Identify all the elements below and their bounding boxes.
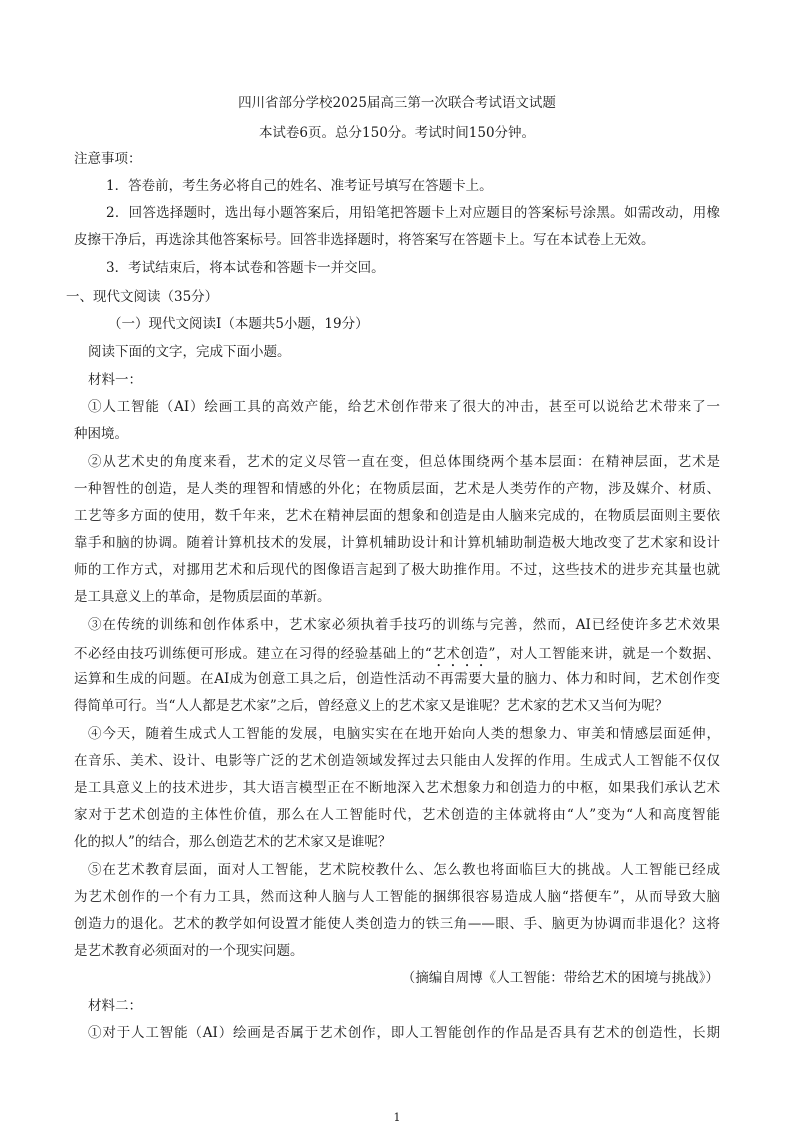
paragraph-line: ①对于人工智能（AI）绘画是否属于艺术创作，即人工智能创作的作品是否具有艺术的创造性，长期	[88, 1025, 720, 1041]
paragraph-line: 家对于艺术创造的主体性价值，那么在人工智能时代，艺术创造的主体就将由“人”变为“人和高度智能	[74, 807, 720, 823]
paragraph-line: 在音乐、美术、设计、电影等广泛的艺术创造领域发挥过去只能由人发挥的作用。生成式人工智能不仅仅	[74, 753, 720, 769]
paragraph-line: 种困境。	[74, 426, 128, 442]
material2-label: 材料二：	[88, 998, 142, 1014]
paragraph-line: ①人工智能（AI）绘画工具的高效产能，给艺术创作带来了很大的冲击，甚至可以说给艺术带来了一	[88, 399, 720, 415]
paragraph-line	[74, 646, 720, 670]
paragraph-line: ④今天，随着生成式人工智能的发展，电脑实实在在地开始向人类的想象力、审美和情感层面延伸，	[88, 726, 720, 742]
paragraph-line: 靠手和脑的协调。随着计算机技术的发展，计算机辅助设计和计算机辅助制造极大地改变了艺术家和设计	[74, 535, 720, 551]
notice-item-2: 2．回答选择题时，选出每小题答案后，用铅笔把答题卡上对应题目的答案标号涂黑。如需改动，用橡	[106, 205, 720, 221]
notice-item-3: 3．考试结束后，将本试卷和答题卡一并交回。	[106, 260, 385, 276]
paragraph-line: 是工具意义上的技术进步，其大语言模型正在不断地深入艺术想象力和创造力的中枢，如果我们承认艺术	[74, 780, 720, 796]
paragraph-line: 为艺术创作的一个有力工具，然而这种人脑与人工智能的捆绑很容易造成人脑“搭便车”，从而导致大脑	[74, 889, 720, 905]
text-fragment: ”，对人工智能来讲，就是一个数据、	[488, 646, 721, 662]
paragraph-line: 化的拟人”的结合，那么创造艺术的艺术家又是谁呢？	[74, 834, 392, 850]
notice-item-2-cont: 皮擦干净后，再选涂其他答案标号。回答非选择题时，将答案写在答题卡上。写在本试卷上无效。	[74, 232, 655, 248]
page-number: 1	[393, 1111, 401, 1124]
paragraph-line: 运算和生成的问题。在AI成为创意工具之后，创造性活动不再需要大量的脑力、体力和时间，艺术创作变	[74, 671, 720, 687]
notice-heading: 注意事项：	[74, 151, 142, 167]
paragraph-line: 工艺等多方面的使用，数千年来，艺术在精神层面的想象和创造是由人脑来完成的，在物质层面则主要依	[74, 508, 720, 524]
exam-title: 四川省部分学校2025届高三第一次联合考试语文试题	[238, 95, 556, 111]
emphasized-term: 艺术创造	[431, 646, 489, 662]
paragraph-line: 是艺术教育必须面对的一个现实问题。	[74, 943, 304, 959]
paragraph-line: ⑤在艺术教育层面，面对人工智能，艺术院校教什么、怎么教也将面临巨大的挑战。人工智能已经成	[88, 862, 720, 878]
paragraph-line: 创造力的退化。艺术的教学如何设置才能使人类创造力的铁三角——眼、手、脑更为协调而非退化？这将	[74, 916, 720, 932]
notice-item-1: 1．答卷前，考生务必将自己的姓名、准考证号填写在答题卡上。	[106, 178, 493, 194]
paragraph-line: 是工具意义上的革命，是物质层面的革新。	[74, 589, 331, 605]
section-heading: 一、现代文阅读（35分）	[66, 289, 219, 305]
paragraph-line: ②从艺术史的角度来看，艺术的定义尽管一直在变，但总体围绕两个基本层面：在精神层面，艺术是	[88, 454, 720, 470]
reading-instruction: 阅读下面的文字，完成下面小题。	[88, 344, 291, 360]
paragraph-line: 一种智性的创造，是人类的理智和情感的外化；在物质层面，艺术是人类劳作的产物，涉及媒介、材质、	[74, 481, 720, 497]
text-fragment: 不必经由技巧训练便可形成。建立在习得的经验基础上的“	[74, 646, 432, 662]
paragraph-line: ③在传统的训练和创作体系中，艺术家必须执着手技巧的训练与完善，然而，AI已经使许多艺术效果	[88, 617, 720, 633]
subsection-heading: （一）现代文阅读Ⅰ（本题共5小题，19分）	[108, 316, 369, 332]
source-citation: （摘编自周博《人工智能：带给艺术的困境与挑战》）	[401, 970, 719, 986]
paragraph-line: 得简单可行。当“人人都是艺术家”之后，曾经意义上的艺术家又是谁呢？艺术家的艺术又当何为呢？	[74, 698, 669, 714]
material1-label: 材料一：	[88, 372, 142, 388]
exam-subtitle: 本试卷6页。总分150分。考试时间150分钟。	[258, 125, 536, 141]
paragraph-line: 师的工作方式，对挪用艺术和后现代的图像语言起到了极大助推作用。不过，这些技术的进步充其量也就	[74, 562, 720, 578]
